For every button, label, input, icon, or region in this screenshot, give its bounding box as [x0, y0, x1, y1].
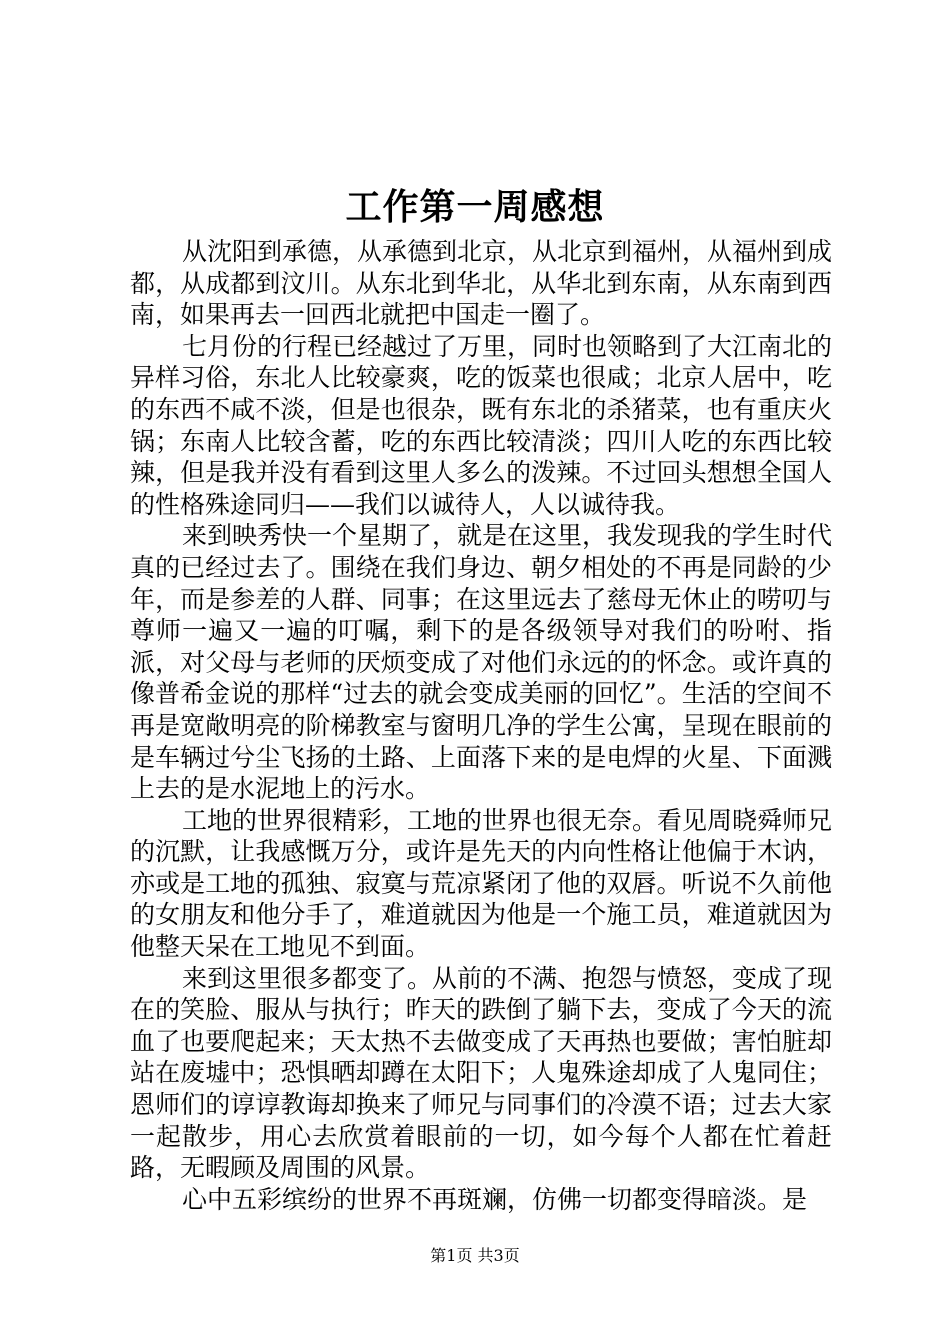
paragraph: 工地的世界很精彩，工地的世界也很无奈。看见周晓舜师兄的沉默，让我感慨万分，或许是先天的内向性格让他偏于木讷，亦或是工地的孤独、寂寞与荒凉紧闭了他的双唇。听说不久前他的女朋友和他分手了，难道就因为他是一个施工员，难道就因为他整天呆在工地见不到面。: [130, 805, 833, 962]
document-title: 工作第一周感想: [345, 186, 605, 228]
paragraph: 心中五彩缤纷的世界不再斑斓，仿佛一切都变得暗淡。是: [182, 1184, 808, 1214]
page-indicator: 第1页 共3页: [430, 1246, 520, 1265]
paragraph: 七月份的行程已经越过了万里，同时也领略到了大江南北的异样习俗，东北人比较豪爽，吃的饭菜也很咸；北京人居中，吃的东西不咸不淡，但是也很杂，既有东北的杀猪菜，也有重庆火锅；东南人比较含蓄，吃的东西比较清淡；四川人吃的东西比较辣，但是我并没有看到这里人多么的泼辣。不过回头想想全国人的性格殊途同归——我们以诚待人，人以诚待我。: [130, 331, 833, 519]
paragraph: 来到映秀快一个星期了，就是在这里，我发现我的学生时代真的已经过去了。围绕在我们身边、朝夕相处的不再是同龄的少年，而是参差的人群、同事；在这里远去了慈母无休止的唠叨与尊师一遍又一遍的叮嘱，剩下的是各级领导对我们的吩咐、指派，对父母与老师的厌烦变成了对他们永远的的怀念。或许真的像普希金说的那样“过去的就会变成美丽的回忆”。生活的空间不再是宽敞明亮的阶梯教室与窗明几净的学生公寓，呈现在眼前的是车辆过兮尘飞扬的土路、上面落下来的是电焊的火星、下面溅上去的是水泥地上的污水。: [130, 521, 833, 804]
document-body: [130, 236, 832, 1215]
paragraph: 来到这里很多都变了。从前的不满、抱怨与愤怒，变成了现在的笑脸、服从与执行；昨天的跌倒了躺下去，变成了今天的流血了也要爬起来；天太热不去做变成了天再热也要做；害怕脏却站在废墟中；恐惧晒却蹲在太阳下；人鬼殊途却成了人鬼同住；恩师们的谆谆教诲却换来了师兄与同事们的冷漠不语；过去大家一起散步，用心去欣赏着眼前的一切，如今每个人都在忙着赶路，无暇顾及周围的风景。: [130, 963, 833, 1183]
paragraph: 从沈阳到承德，从承德到北京，从北京到福州，从福州到成都，从成都到汶川。从东北到华北，从华北到东南，从东南到西南，如果再去一回西北就把中国走一圈了。: [130, 237, 833, 330]
